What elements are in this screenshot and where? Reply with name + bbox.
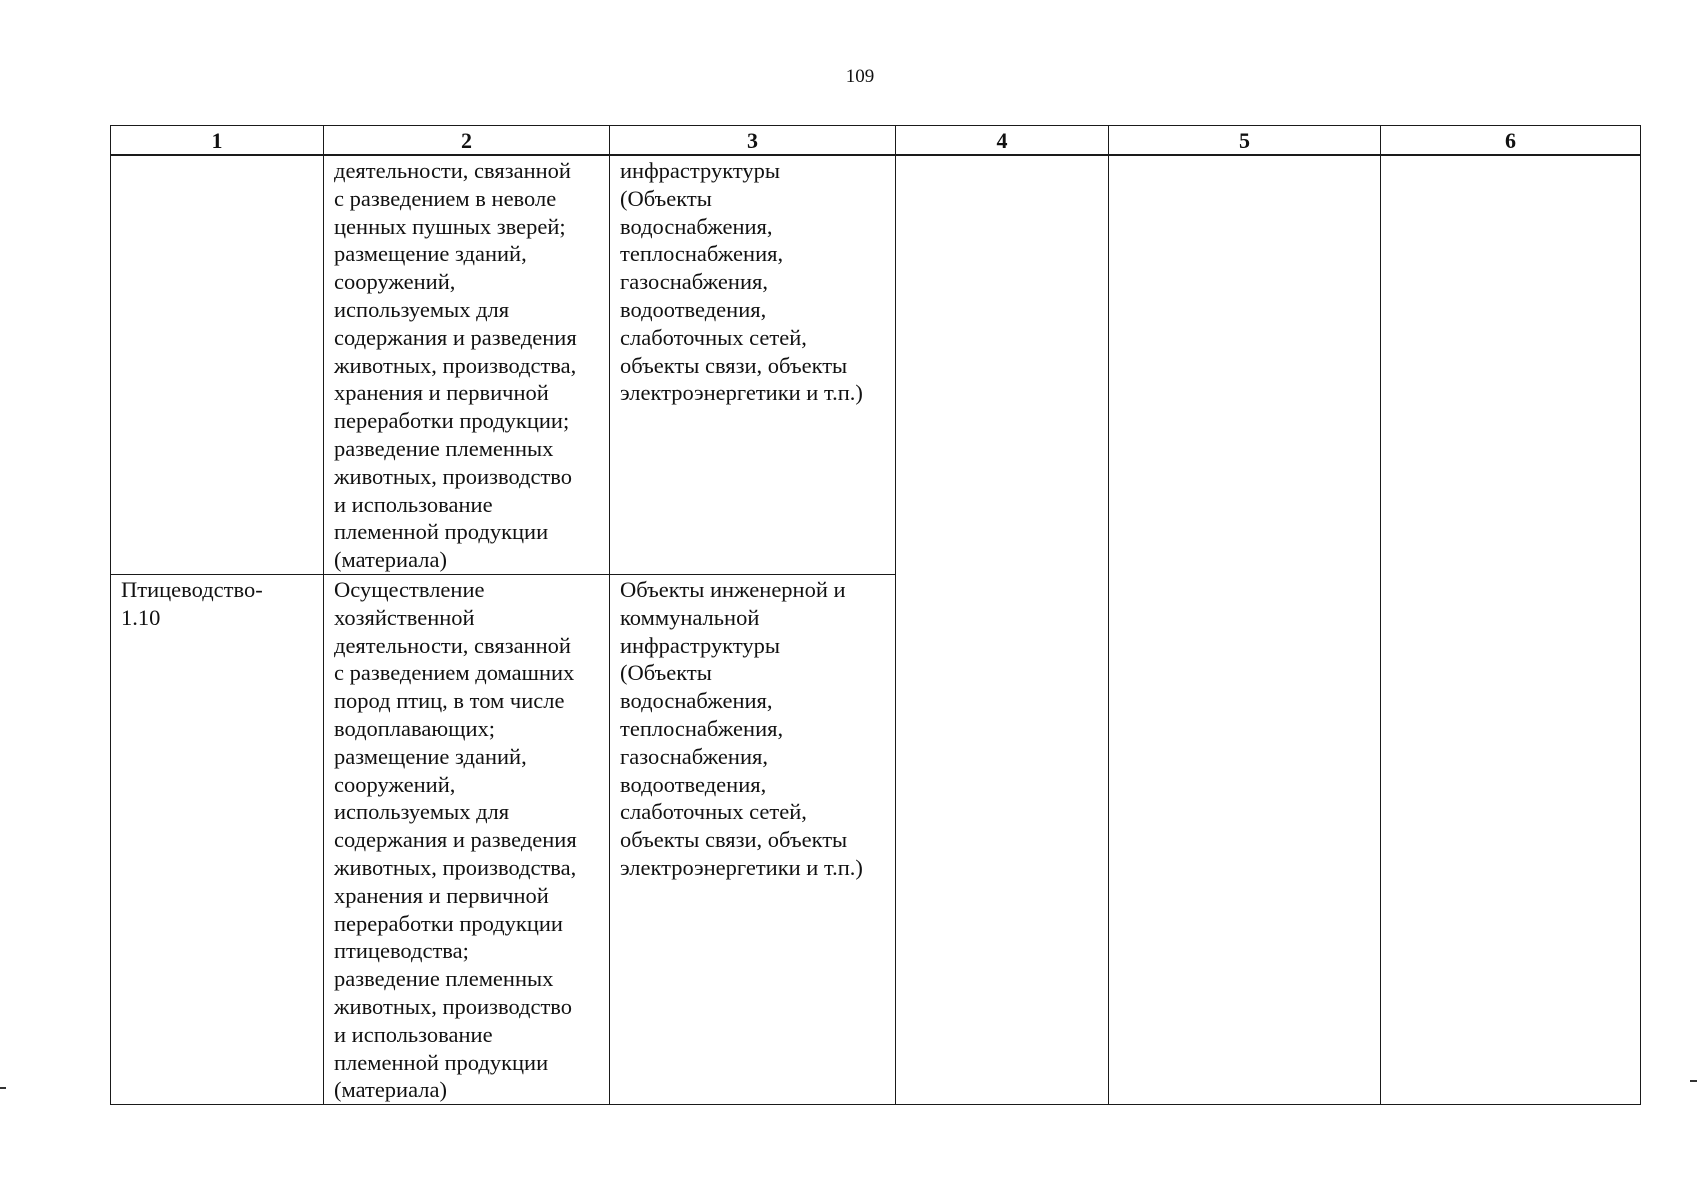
- table-row: [111, 155, 1641, 574]
- column-header-5: 5: [1109, 126, 1381, 156]
- merged-column-4-cell: [896, 155, 1109, 1105]
- row1-description-text: деятельности, связанной с разведением в неволе ценных пушных зверей; размещение зданий, сооружений, используемых для содержания и разведения животных, производства, хранения и первичной переработки продукции; разведение племенных животных, производство и использование племенной продукции (материала): [334, 158, 577, 573]
- row2-description-text: Осуществление хозяйственной деятельности, связанной с разведением домашних пород птиц, в том числе водоплавающих; размещение зданий, сооружений, используемых для содержания и разведения животных, производства, хранения и первичной переработки продукции птицеводства; разведение племенных животных, производство и использование племенной продукции (материала): [334, 576, 577, 1103]
- scan-edge-mark-left: [0, 1087, 6, 1089]
- column-header-4: 4: [896, 126, 1109, 156]
- merged-column-6-cell: [1381, 155, 1641, 1105]
- regulations-table: [110, 125, 1641, 1105]
- page-number: 109: [845, 66, 875, 87]
- row1-description-cell: [324, 155, 610, 574]
- merged-column-5-cell: [1109, 155, 1381, 1105]
- column-header-2: 2: [324, 126, 610, 156]
- row2-infrastructure-text: Объекты инженерной и коммунальной инфраструктуры (Объекты водоснабжения, теплоснабжения, газоснабжения, водоотведения, слаботочных сетей, объекты связи, объекты электроэнергетики и т.п.): [620, 576, 863, 880]
- column-header-3: 3: [610, 126, 896, 156]
- row2-description-cell: [324, 574, 610, 1104]
- row1-infrastructure-text: инфраструктуры (Объекты водоснабжения, теплоснабжения, газоснабжения, водоотведения, слаботочных сетей, объекты связи, объекты электроэнергетики и т.п.): [620, 158, 863, 406]
- scan-edge-mark-right: [1690, 1080, 1697, 1082]
- row2-use-type-cell: [111, 574, 324, 1104]
- row2-use-type-text: Птицеводство- 1.10: [121, 576, 263, 630]
- column-header-6: 6: [1381, 126, 1641, 156]
- column-header-1: 1: [111, 126, 324, 156]
- row2-infrastructure-cell: [610, 574, 896, 1104]
- row1-infrastructure-cell: [610, 155, 896, 574]
- row1-use-type-cell: [111, 155, 324, 574]
- header-row: [111, 126, 1641, 156]
